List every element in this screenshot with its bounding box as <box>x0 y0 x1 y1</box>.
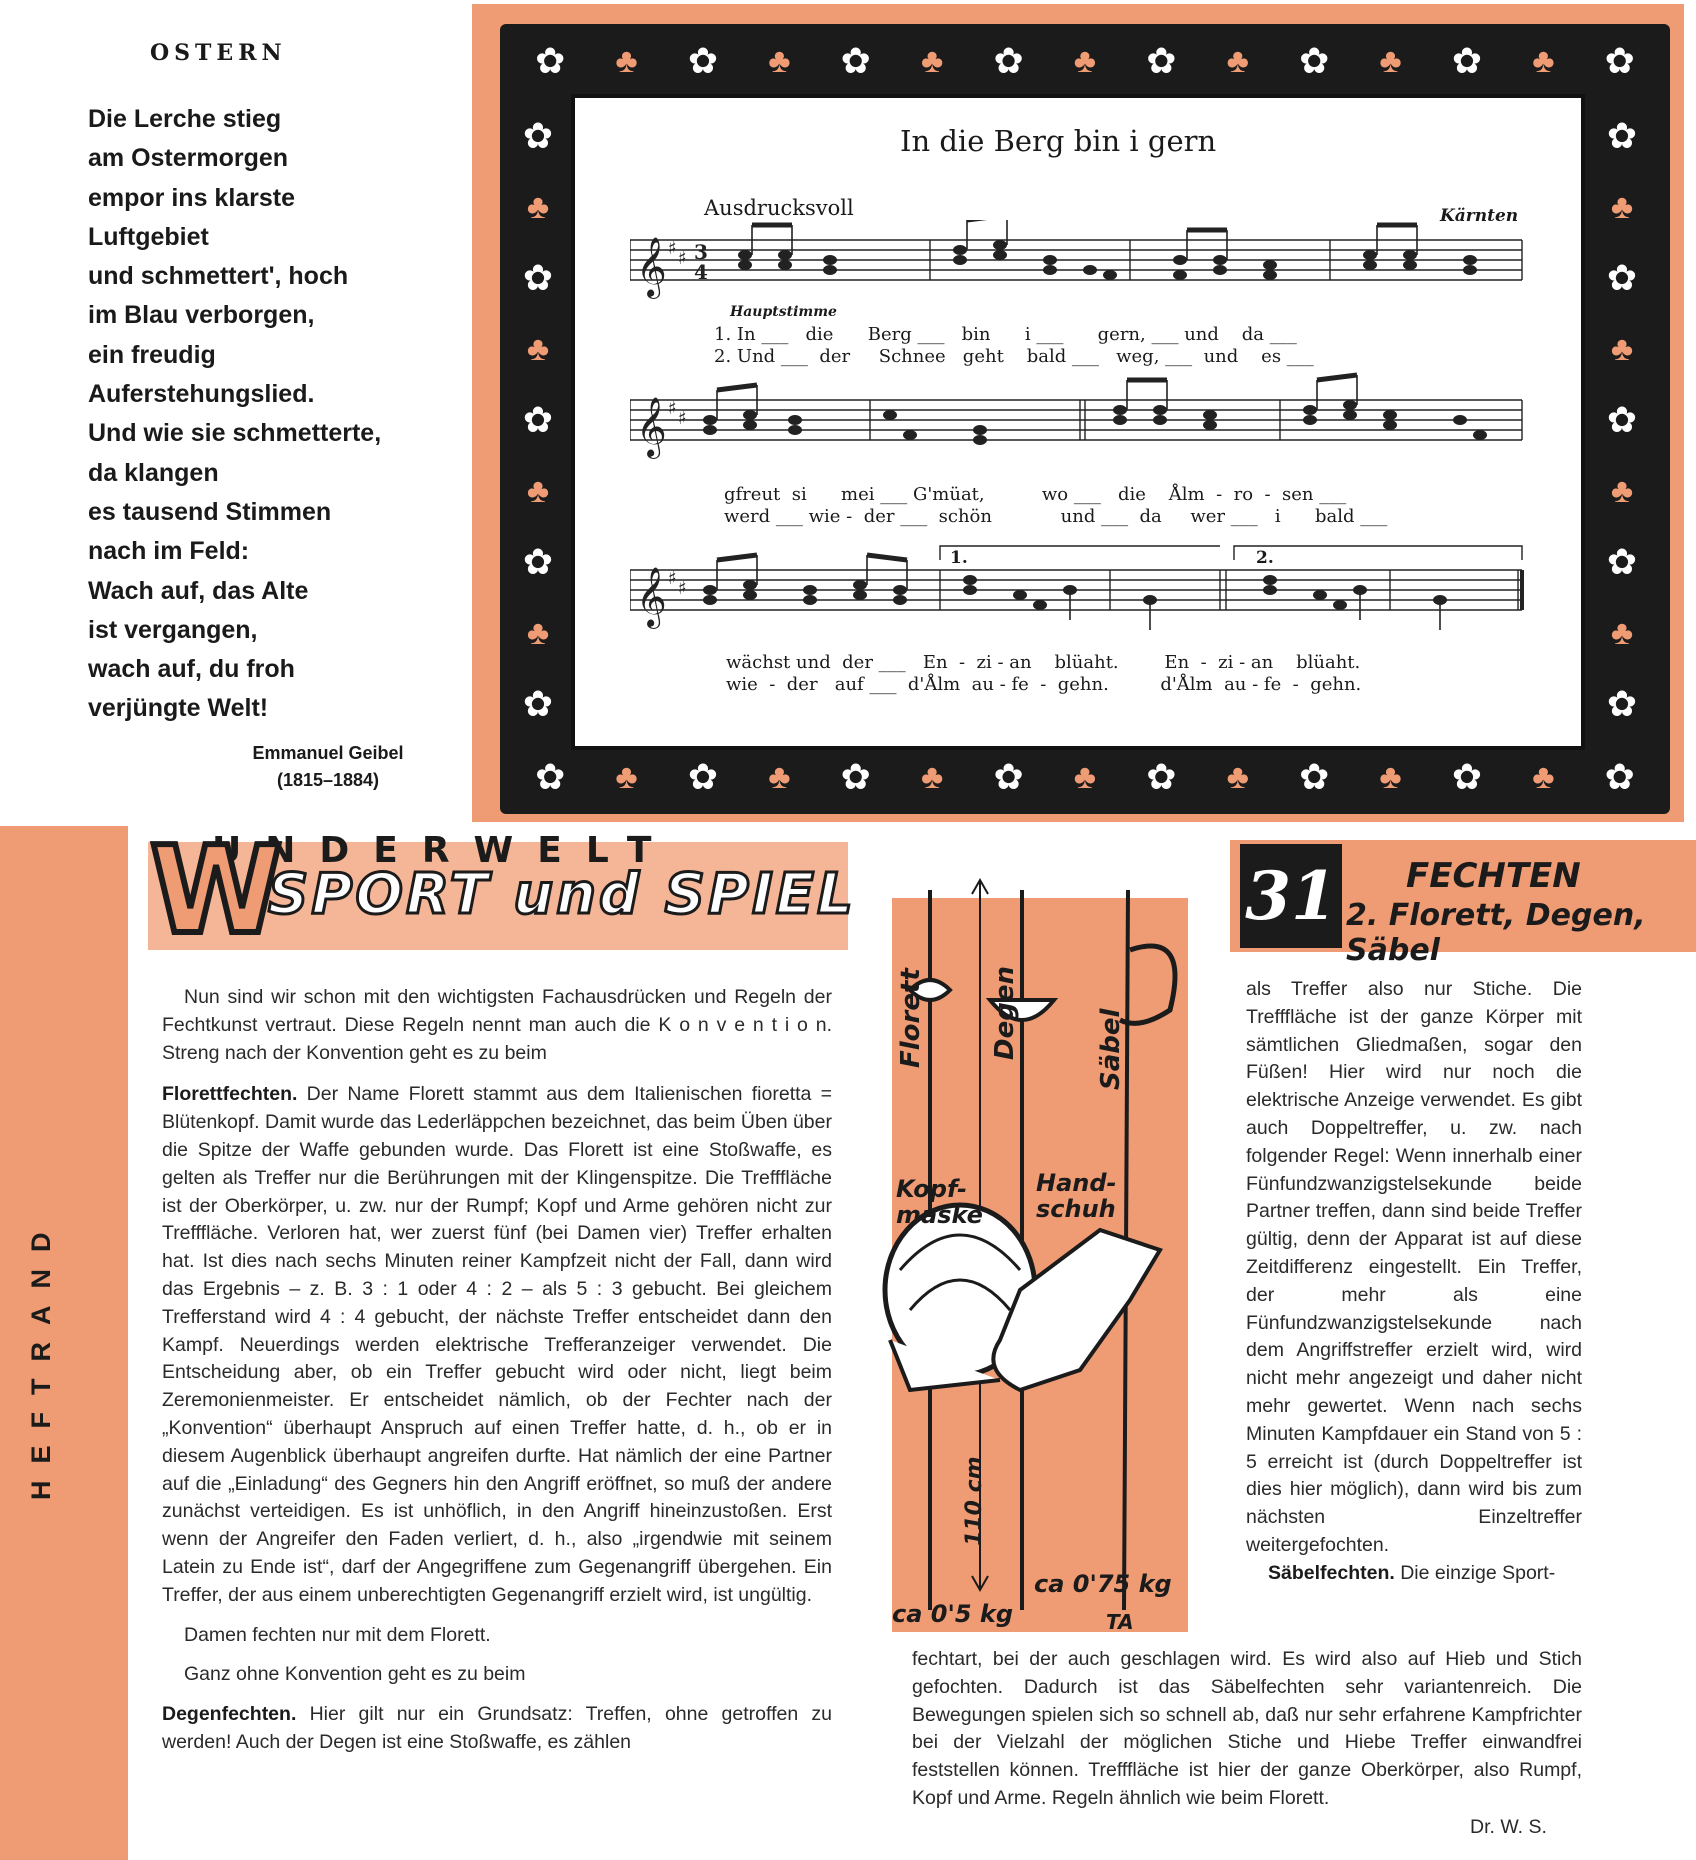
song-tempo: Ausdrucksvoll <box>704 196 854 220</box>
svg-text:♯: ♯ <box>668 398 677 419</box>
flower-icon: ✿ <box>1146 40 1177 81</box>
tulip-icon: ♣ <box>615 42 638 80</box>
section-text: Die einzige Sport- <box>1394 1561 1556 1584</box>
song-title: In die Berg bin i gern <box>900 124 1217 158</box>
flower-icon: ✿ <box>993 756 1024 797</box>
poem-author <box>238 740 418 794</box>
ornament-bottom <box>510 748 1660 806</box>
ornament-right <box>1582 100 1662 740</box>
section-heading: Degenfechten. <box>162 1703 297 1726</box>
tulip-icon: ♣ <box>768 758 791 796</box>
ornament-top <box>510 32 1660 90</box>
label-weight-saebel: ca 0'75 kg <box>1034 1570 1172 1598</box>
flower-icon: ✿ <box>687 756 719 797</box>
flower-icon: ✿ <box>687 40 719 81</box>
article-column-bottom <box>912 1646 1582 1813</box>
tulip-icon: ♣ <box>526 330 550 368</box>
topic-subtitle: 2. Florett, Degen, Säbel <box>1346 898 1646 968</box>
flower-icon: ✿ <box>1606 399 1638 440</box>
flower-icon: ✿ <box>840 756 871 797</box>
flower-icon: ✿ <box>522 257 554 298</box>
flower-icon: ✿ <box>1451 40 1483 81</box>
flower-icon: ✿ <box>1299 756 1330 797</box>
flower-icon: ✿ <box>535 40 566 81</box>
volta-2: 2. <box>1256 548 1274 568</box>
tulip-icon: ♣ <box>1610 188 1634 226</box>
section-text: Der Name Florett stammt aus dem Italienischen fioretta = Blütenkopf. Damit wurde das Lederläppchen bezeichnet, das beim Üben über die Spitze der Waffe gebunden wurde. Das Florett ist eine Stoßwaffe, es gelten als Treffer nur die Berührungen mit der Klingenspitze. Die Trefffläche ist der Oberkörper, u. zw. nur der Rumpf; Kopf und Arme gehören nicht zur Trefffläche. Verloren hat, wer zuerst fünf (bei Damen vier) Treffer erhalten hat. Ist dies nach sechs Minuten reiner Kampfzeit nicht der Fall, dann wird das Ergebnis – z. B. 3 : 1 oder 4 : 2 – als 5 : 3 gebucht. Bei gleichem Trefferstand wird 4 : 4 gebucht, der nächste Treffer entscheidet dann den Kampf. Neuerdings werden elektrische Trefferanzeiger verwendet. Die Entscheidung aber, ob ein Treffer gebucht wird oder nicht, liegt beim Zeremonienmeister. Er entscheidet nämlich, ob der Fechter nach der „Konvention“ überhaupt Anspruch auf einen Treffer hatte, d. h., ob er in diesem Augenblick überhaupt angreifen durfte. Hat nämlich der eine Partner auf die „Einladung“ des Gegners hin den Angriff eröffnet, so muß der andere zunächst verteidigen. Es ist unhöflich, in den Angriff hineinzustoßen. Erst wenn der Angreifer den Faden verliert, d. h., also „irgendwie mit seinem Latein zu Ende ist“, darf der Angegriffene zum Gegenangriff übergehen. Ein Treffer, der aus einem unberechtigten Gegenangriff erzielt wird, ist ungültig. <box>162 1083 832 1606</box>
flower-icon: ✿ <box>1604 40 1635 81</box>
lyric-line: werd ___ wie - der ___ schön und ___ da wer ___ i bald ___ <box>724 506 1388 527</box>
tulip-icon: ♣ <box>526 614 550 652</box>
article-paragraph <box>1246 1560 1582 1588</box>
poem-line: Luftgebiet <box>88 222 209 251</box>
tulip-icon: ♣ <box>1610 614 1634 652</box>
tulip-icon: ♣ <box>1532 758 1555 796</box>
song-voice-label: Hauptstimme <box>730 304 837 320</box>
lyric-line: gfreut si mei ___ G'müat, wo ___ die Ålm - ro - sen ___ <box>724 484 1347 505</box>
poem-line: es tausend Stimmen <box>88 497 332 526</box>
poem-line: im Blau verborgen, <box>88 301 315 330</box>
flower-icon: ✿ <box>1606 257 1638 298</box>
article-column-right <box>1246 976 1582 1588</box>
logo-sport-und-spiel: SPORT und SPIEL <box>268 862 856 927</box>
label-degen: Degen <box>990 966 1020 1060</box>
flower-icon: ✿ <box>1606 115 1638 156</box>
logo-wunderwelt: UNDERWELT <box>212 830 676 871</box>
flower-icon: ✿ <box>522 683 554 724</box>
tulip-icon: ♣ <box>1610 330 1634 368</box>
poem-line: wach auf, du froh <box>88 655 295 684</box>
flower-icon: ✿ <box>840 40 871 81</box>
flower-icon: ✿ <box>1451 756 1483 797</box>
poem-line: Die Lerche stieg <box>88 105 282 133</box>
svg-text:♯: ♯ <box>678 408 687 429</box>
label-saebel: Säbel <box>1096 1008 1126 1090</box>
poem-line: am Ostermorgen <box>88 144 289 173</box>
lyric-line: wächst und der ___ En - zi - an blüaht. En - zi - an blüaht. <box>726 652 1361 673</box>
poem-line: Auferstehungslied. <box>88 380 315 409</box>
svg-text:♯: ♯ <box>668 568 677 589</box>
poem-line: verjüngte Welt! <box>88 694 269 723</box>
svg-text:𝄞: 𝄞 <box>636 397 667 457</box>
tulip-icon: ♣ <box>526 188 550 226</box>
flower-icon: ✿ <box>1606 541 1638 582</box>
illustrator-signature: TA <box>1106 1610 1134 1634</box>
tulip-icon: ♣ <box>526 472 550 510</box>
article-paragraph: als Treffer also nur Stiche. Die Trefffläche ist der ganze Körper mit sämtlichen Gliedmaßen, sogar den Füßen! Hier wird nur noch die elektrische Anzeige verwendet. Es gibt auch Doppeltreffer, u. zw. nach folgender Regel: Wenn innerhalb einer Fünfundzwanzigstelsekunde beide Partner treffen, dann sind beide Treffer gültig, denn der Apparat ist auf diese Zeitdifferenz eingestellt. Ein Treffer, der mehr als eine Fünfundzwanzigstelsekunde nach dem Angriffstreffer erzielt wird, wird nicht mehr angezeigt und daher nicht mehr gewertet. Wenn nach sechs Minuten Kampfdauer ein Stand von 5 : 5 erreicht ist (durch Doppeltreffer ist dies hier möglich), dann wird bis zum nächsten Einzeltreffer weitergefochten. <box>1246 978 1582 1556</box>
flower-icon: ✿ <box>522 541 554 582</box>
svg-text:♯: ♯ <box>678 578 687 599</box>
flower-icon: ✿ <box>993 40 1024 81</box>
poem-line: und schmettert', hoch <box>88 262 349 291</box>
svg-text:3: 3 <box>694 240 708 264</box>
article-signature: Dr. W. S. <box>1470 1816 1547 1838</box>
svg-text:4: 4 <box>694 260 708 284</box>
section-heading: Säbelfechten. <box>1268 1561 1395 1584</box>
ornament-left <box>508 100 568 740</box>
poem-line: Und wie sie schmetterte, <box>88 419 382 448</box>
flower-icon: ✿ <box>1146 756 1177 797</box>
article-paragraph: Ganz ohne Konvention geht es zu beim <box>184 1663 526 1686</box>
poem-line: empor ins klarste <box>88 183 296 212</box>
label-weight-florett: ca 0'5 kg <box>892 1600 1014 1628</box>
tulip-icon: ♣ <box>1379 758 1402 796</box>
flower-icon: ✿ <box>535 756 566 797</box>
tulip-icon: ♣ <box>1073 42 1097 80</box>
poem-text <box>88 100 418 729</box>
topic-title: FECHTEN <box>1406 856 1581 896</box>
poem-line: da klangen <box>88 458 219 487</box>
svg-text:♯: ♯ <box>668 238 677 259</box>
lyric-line: 1. In ___ die Berg ___ bin i ___ gern, ___ und da ___ <box>714 324 1297 345</box>
label-handschuh: Hand-schuh <box>1036 1169 1117 1223</box>
song-region: Kärnten <box>1440 206 1519 226</box>
tulip-icon: ♣ <box>1610 472 1634 510</box>
poem-line: nach im Feld: <box>88 537 250 566</box>
logo-w: W <box>150 822 283 961</box>
article-column-left <box>162 984 832 1757</box>
flower-icon: ✿ <box>1606 683 1638 724</box>
tulip-icon: ♣ <box>1379 42 1402 80</box>
tulip-icon: ♣ <box>921 758 944 796</box>
flower-icon: ✿ <box>522 115 554 156</box>
article-paragraph: Nun sind wir schon mit den wichtigsten Fachausdrücken und Regeln der Fechtkunst vertraut. Diese Regeln nennt man auch die K o n v e n t i o n. Streng nach der Konvention geht es zu beim <box>162 986 832 1064</box>
tulip-icon: ♣ <box>921 42 944 80</box>
svg-text:𝄞: 𝄞 <box>636 237 667 297</box>
label-florett: Florett <box>896 968 926 1068</box>
tulip-icon: ♣ <box>1226 42 1249 80</box>
heftrand-label: HEFTRAND <box>26 1215 56 1500</box>
tulip-icon: ♣ <box>1532 42 1555 80</box>
article-paragraph: fechtart, bei der auch geschlagen wird. Es wird also auf Hieb und Stich gefochten. Dadurch ist das Säbelfechten sehr variantenreich. Die Bewegungen spielen sich so schnell ab, daß nur sehr erfahrene Kampfrichter bei der Vielzahl der möglichen Stiche und Hiebe Treffer einwandfrei feststellen können. Trefffläche ist hier der ganze Oberkörper, also Rumpf, Kopf und Arme. Regeln ähnlich wie beim Florett. <box>912 1648 1582 1809</box>
svg-text:♯: ♯ <box>678 248 687 269</box>
tulip-icon: ♣ <box>768 42 791 80</box>
section-text: Hier gilt nur ein Grundsatz: Treffen, ohne getroffen zu werden! Auch der Degen ist eine Stoßwaffe, es zählen <box>162 1703 832 1753</box>
tulip-icon: ♣ <box>1226 758 1249 796</box>
music-staves <box>630 220 1530 700</box>
poem-title: OSTERN <box>150 40 287 66</box>
poem-line: Wach auf, das Alte <box>88 576 309 605</box>
lyric-line: wie - der auf ___ d'Ålm au - fe - gehn. d'Ålm au - fe - gehn. <box>726 674 1362 695</box>
label-kopfmaske: Kopf-maske <box>896 1175 983 1229</box>
author-dates: (1815–1884) <box>276 770 380 790</box>
flower-icon: ✿ <box>1299 40 1330 81</box>
article-paragraph <box>162 1081 832 1609</box>
section-heading: Florettfechten. <box>162 1083 298 1106</box>
lyric-line: 2. Und ___ der Schnee geht bald ___ weg, ___ und es ___ <box>714 346 1314 367</box>
flower-icon: ✿ <box>522 399 554 440</box>
label-length: 110 cm <box>962 1456 987 1546</box>
issue-number: 31 <box>1240 844 1342 948</box>
author-name: Emmanuel Geibel <box>252 743 404 763</box>
svg-text:𝄞: 𝄞 <box>636 567 667 627</box>
heftrand-label-wrap <box>26 1200 74 1500</box>
poem-line: ein freudig <box>88 340 216 369</box>
article-paragraph <box>162 1701 832 1757</box>
poem-line: ist vergangen, <box>88 615 258 644</box>
volta-1: 1. <box>950 548 968 568</box>
tulip-icon: ♣ <box>615 758 638 796</box>
flower-icon: ✿ <box>1604 756 1635 797</box>
article-paragraph: Damen fechten nur mit dem Florett. <box>184 1623 491 1646</box>
tulip-icon: ♣ <box>1073 758 1097 796</box>
